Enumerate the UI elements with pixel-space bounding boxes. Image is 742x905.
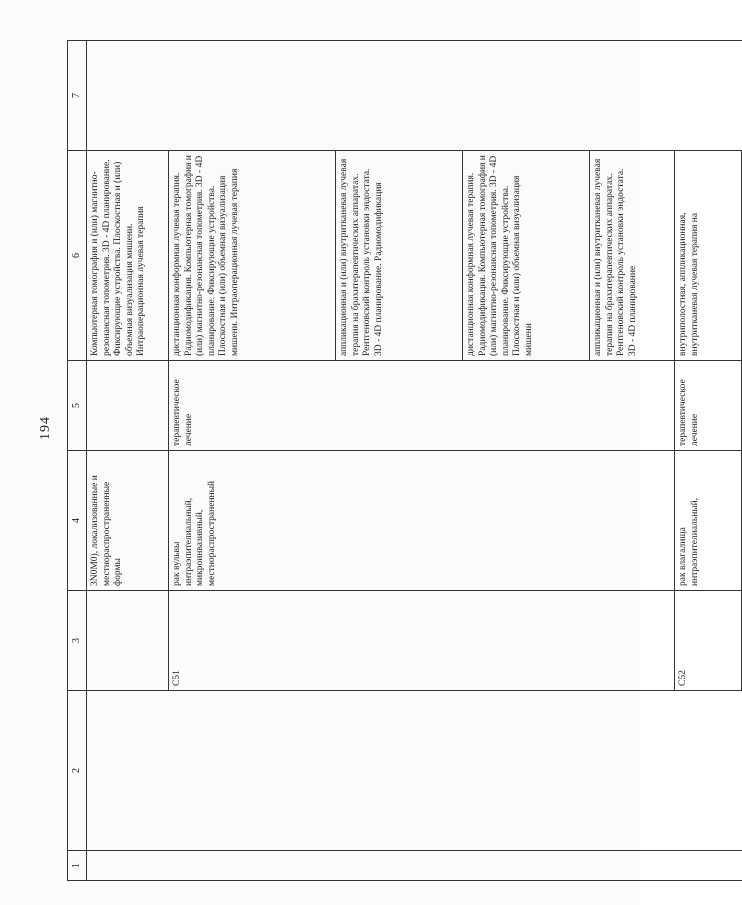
method-cell: внутриполостная, аппликационная, внутритканевая лучевая терапия на	[675, 151, 742, 361]
col-header-2: 2	[68, 691, 87, 851]
icd-code-cell: C51	[169, 591, 675, 691]
treatment-type-cell: терапевтическое лечение	[675, 361, 742, 451]
method-cell: аппликационная и (или) внутритканевая лучевая терапия на брахитерапевтических аппаратах. Рентгеновский контроль установки эндостата. 3D - 4D планирование. Радиомодификация	[336, 151, 463, 361]
method-cell: аппликационная и (или) внутритканевая лучевая терапия на брахитерапевтических аппаратах. Рентгеновский контроль установки эндостата. 3D - 4D планирование	[590, 151, 675, 361]
col-header-1: 1	[68, 851, 87, 881]
col-header-5: 5	[68, 361, 87, 451]
col-header-6: 6	[68, 151, 87, 361]
diagnosis-cell: рак влагалища интраэпителиальный,	[675, 451, 742, 591]
col-header-3: 3	[68, 591, 87, 691]
table-row	[87, 41, 169, 881]
column-number-row	[68, 41, 87, 881]
treatment-type-cell: терапевтическое лечение	[169, 361, 675, 451]
table-row	[169, 41, 336, 881]
diagnosis-cell: 3N0M0), локализованные и местнораспространенные формы	[87, 451, 169, 591]
method-cell: дистанционная конформная лучевая терапия. Радиомодификация. Компьютерная томография и (или) магнитно-резонансная топометрия. 3D - 4D планирование. Фиксирующие устройства. Плоскостная и (или) объемная визуализация мишени	[463, 151, 590, 361]
method-cell: Компьютерная томография и (или) магнитно-резонансная топометрия. 3D - 4D планирование. Фиксирующие устройства. Плоскостная и (или) объемная визуализация мишени. Интраоперационная лучевая терапия	[87, 151, 169, 361]
table-row	[675, 41, 742, 881]
treatment-table	[67, 40, 742, 881]
page-number: 194	[38, 416, 53, 440]
col-header-4: 4	[68, 451, 87, 591]
col-header-7: 7	[68, 41, 87, 151]
rotated-table-wrapper	[67, 41, 700, 881]
diagnosis-cell: рак вульвы интраэпителиальный, микроинвазивный, местнораспространенный	[169, 451, 675, 591]
method-cell: дистанционная конформная лучевая терапия. Радиомодификация. Компьютерная томография и (или) магнитно-резонансная топометрия. 3D - 4D планирование. Фиксирующие устройства. Плоскостная и (или) объемная визуализация мишени. Интраоперационная лучевая терапия	[169, 151, 336, 361]
icd-code-cell: C52	[675, 591, 742, 691]
